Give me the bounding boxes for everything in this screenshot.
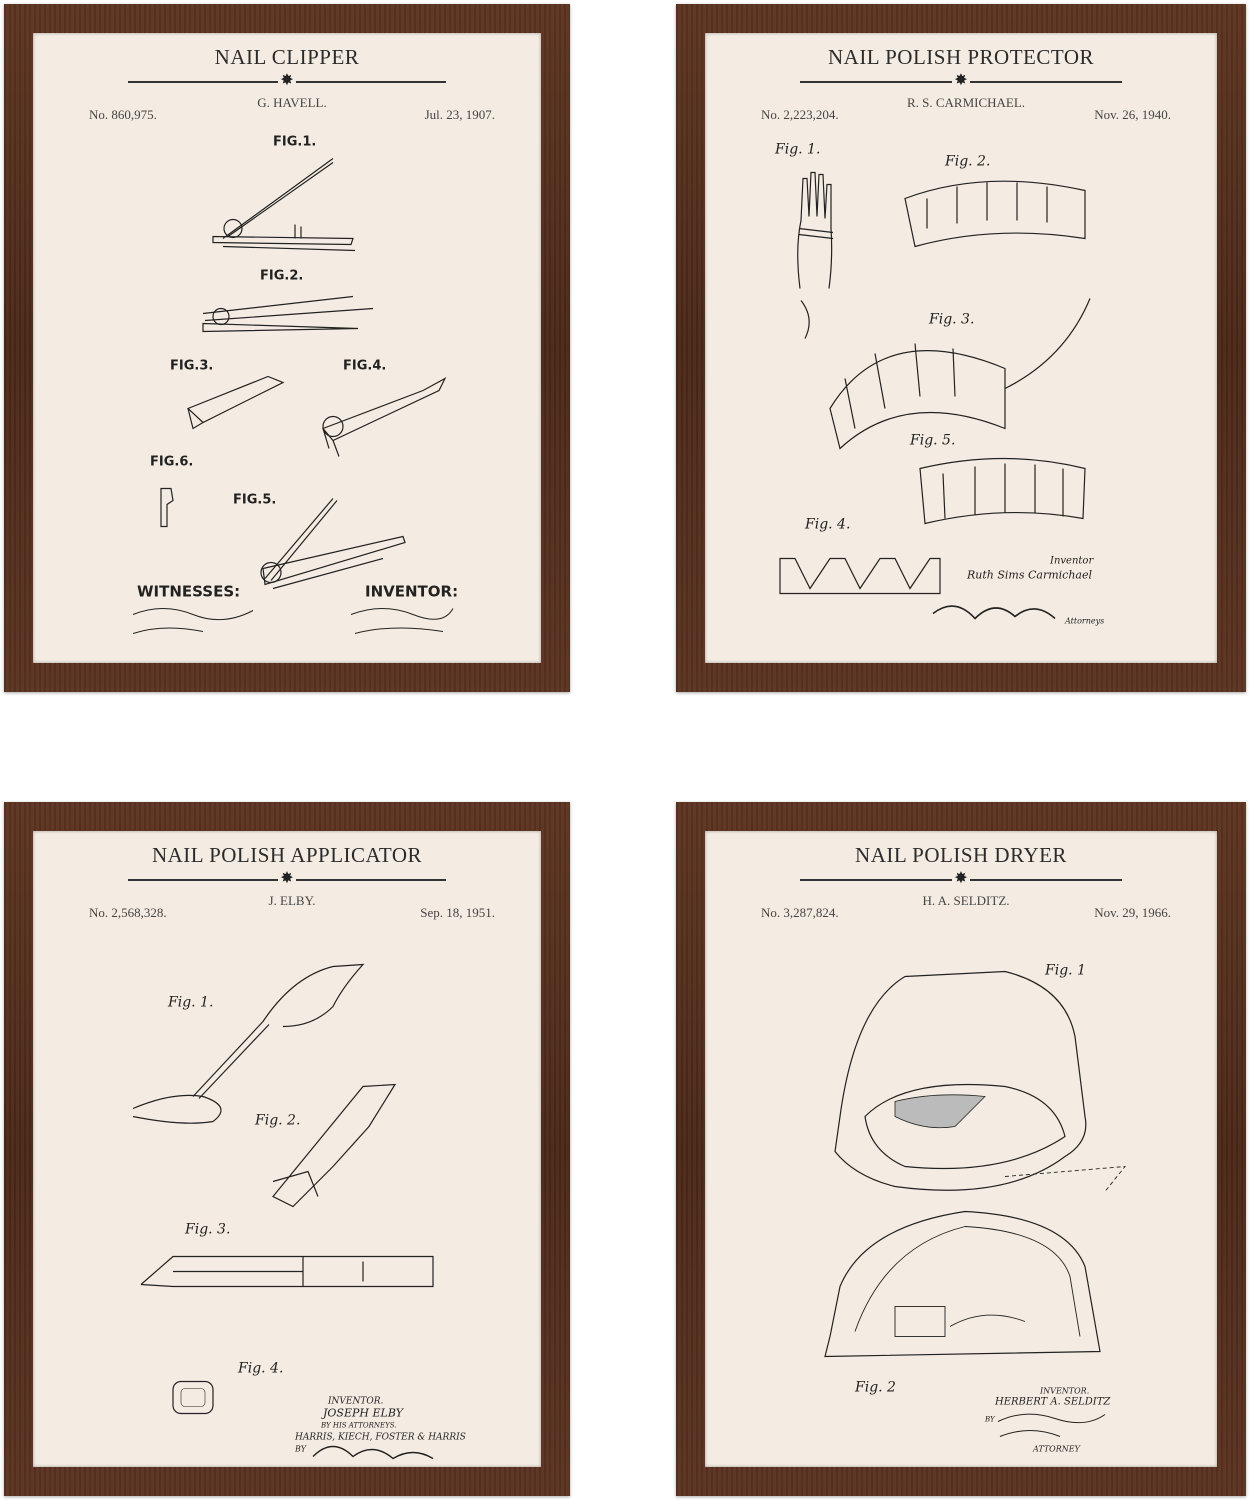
title-divider — [128, 72, 446, 89]
star-ornament-icon: ✸ — [280, 72, 294, 89]
figure-label: Fig. 1. — [168, 994, 214, 1011]
patent-number: No. 2,568,328. — [89, 905, 167, 920]
title-divider — [128, 870, 446, 887]
poster-nail-clipper — [33, 33, 541, 663]
frame-nail-polish-dryer — [676, 802, 1246, 1496]
inventor-handwritten-name: HERBERT A. SELDITZ — [995, 1396, 1111, 1408]
figure-label: Fig. 1 — [1045, 962, 1086, 979]
fig5-clipper-drawing — [263, 499, 405, 589]
fig4-profile-drawing — [780, 559, 940, 594]
figure-label: Fig. 1. — [775, 141, 821, 158]
title-divider — [800, 72, 1122, 89]
frame-nail-clipper — [4, 4, 570, 692]
patent-drawing — [705, 926, 1217, 1467]
fig4-pad-drawing — [173, 1382, 213, 1414]
figure-label: Fig. 3. — [929, 311, 975, 328]
inventor-signature — [351, 609, 453, 634]
inventor-label: INVENTOR: — [365, 582, 459, 601]
inventor-label: Inventor — [1050, 555, 1094, 567]
by-label: BY — [295, 1444, 307, 1454]
figure-label: Fig. 2. — [945, 153, 991, 170]
attorney-label: ATTORNEY — [1033, 1444, 1080, 1454]
inventor-name: J. ELBY. — [268, 893, 316, 908]
patent-drawing — [705, 128, 1217, 663]
figure-label: Fig. 4. — [238, 1360, 284, 1377]
poster-title: NAIL POLISH DRYER — [855, 843, 1067, 867]
poster-title: NAIL POLISH PROTECTOR — [827, 45, 1095, 69]
figure-label: FIG.1. — [273, 134, 317, 150]
inventor-name: G. HAVELL. — [257, 95, 327, 110]
fig6-part-drawing — [161, 489, 173, 527]
figure-label: FIG.3. — [170, 358, 214, 374]
poster-title: NAIL CLIPPER — [214, 45, 360, 69]
patent-date: Jul. 23, 1907. — [424, 107, 495, 122]
witnesses-label: WITNESSES: — [137, 582, 241, 601]
fig3-cord-drawing — [1005, 299, 1090, 389]
figure-label: FIG.6. — [150, 454, 194, 470]
fig4-lever-drawing — [323, 379, 445, 457]
figure-label: Fig. 2 — [855, 1379, 896, 1396]
poster-nail-polish-protector — [705, 33, 1217, 663]
fig1-hand-applicator-drawing — [193, 965, 363, 1099]
star-ornament-icon: ✸ — [280, 870, 294, 887]
frame-nail-polish-protector — [676, 4, 1246, 692]
fig1-clipper-drawing — [213, 159, 355, 251]
fig1-vent-grille — [895, 1095, 985, 1128]
figure-label: FIG.4. — [343, 358, 387, 374]
attorney-signature — [313, 1447, 433, 1459]
law-firm: HARRIS, KIECH, FOSTER & HARRIS — [295, 1432, 466, 1443]
fig1-finger-drawing — [133, 1095, 221, 1123]
fig1-dryer-housing — [835, 972, 1086, 1191]
fig2-applicator-drawing — [273, 1085, 395, 1207]
patent-date: Sep. 18, 1951. — [420, 905, 495, 920]
patent-drawing — [33, 926, 541, 1467]
inventor-handwritten-name: JOSEPH ELBY — [323, 1406, 403, 1420]
fig2-dryer-section — [825, 1212, 1100, 1357]
star-ornament-icon: ✸ — [954, 72, 968, 89]
patent-date: Nov. 29, 1966. — [1094, 905, 1171, 920]
patent-number: No. 3,287,824. — [761, 905, 839, 920]
figure-label: FIG.2. — [260, 268, 304, 284]
attorneys-label: Attorneys — [1065, 616, 1105, 626]
patent-drawing — [33, 128, 541, 663]
attorneys-line: BY HIS ATTORNEYS. — [321, 1421, 397, 1430]
poster-nail-polish-dryer — [705, 831, 1217, 1467]
patent-date: Nov. 26, 1940. — [1094, 107, 1171, 122]
figure-label: FIG.5. — [233, 492, 277, 508]
fig2-protector-drawing — [905, 181, 1085, 246]
patent-number: No. 2,223,204. — [761, 107, 839, 122]
inventor-name: R. S. CARMICHAEL. — [906, 95, 1026, 110]
title-divider — [800, 870, 1122, 887]
figure-label: Fig. 2. — [255, 1112, 301, 1129]
fig3-blade-drawing — [188, 377, 283, 429]
attorney-signatures — [998, 1414, 1105, 1436]
inventor-handwritten-name: Ruth Sims Carmichael — [967, 568, 1093, 582]
figure-label: Fig. 4. — [805, 516, 851, 533]
fig1-hand-drawing — [798, 173, 832, 339]
poster-title: NAIL POLISH APPLICATOR — [151, 843, 423, 867]
inventor-label: INVENTOR. — [328, 1396, 384, 1407]
witness-signatures — [133, 609, 253, 634]
star-ornament-icon: ✸ — [954, 870, 968, 887]
poster-nail-polish-applicator — [33, 831, 541, 1467]
figure-label: Fig. 3. — [185, 1221, 231, 1238]
inventor-label: INVENTOR. — [1040, 1386, 1090, 1396]
attorney-signature — [933, 606, 1055, 618]
frame-nail-polish-applicator — [4, 802, 570, 1496]
figure-label: Fig. 5. — [910, 432, 956, 449]
fig3-section-drawing — [141, 1257, 433, 1287]
fig5-protector-drawing — [920, 459, 1085, 524]
inventor-name: H. A. SELDITZ. — [922, 893, 1010, 908]
by-label: BY — [985, 1415, 995, 1424]
patent-number: No. 860,975. — [89, 107, 157, 122]
